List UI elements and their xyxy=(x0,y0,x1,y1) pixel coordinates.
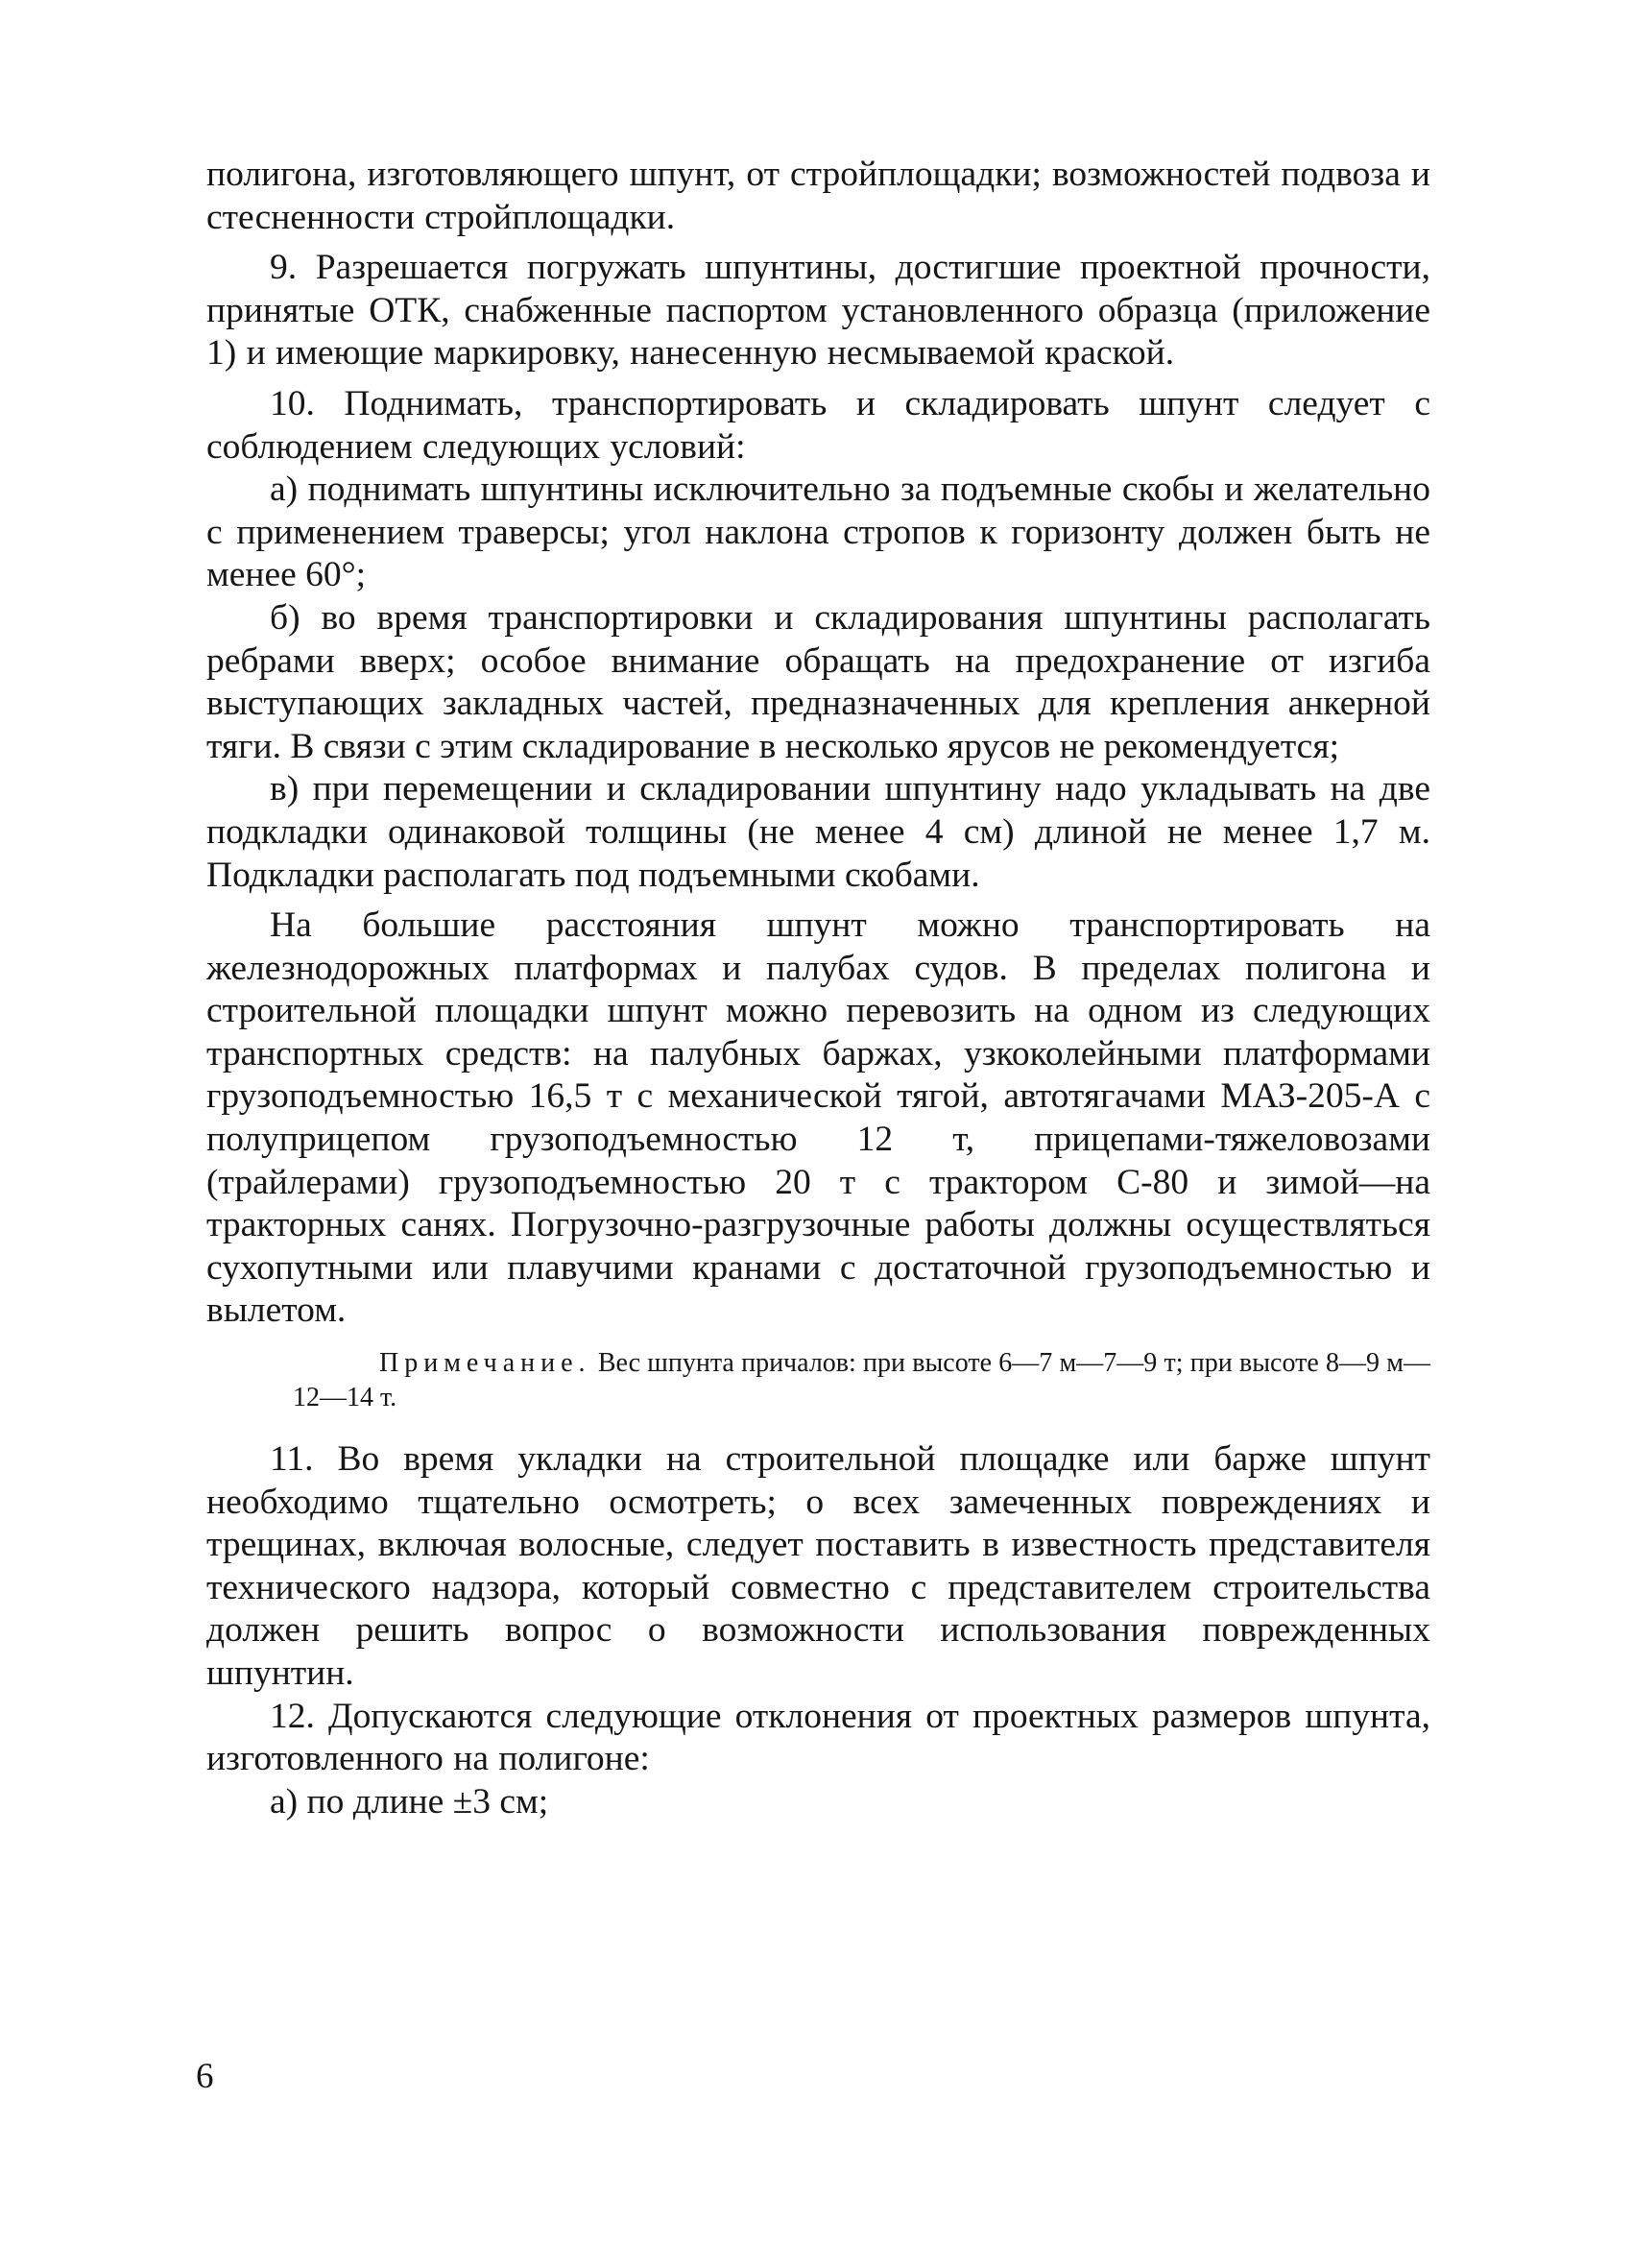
paragraph-12-a: а) по длине ±3 см; xyxy=(270,1781,549,1822)
page-number: 6 xyxy=(196,2057,214,2096)
paragraph-10-transport: На большие расстояния шпунт можно транспортировать на железнодорожных платформах и палубах судов. В пределах полигона и строительной площадки шпунт можно перевозить на одном из следующих транспортных средств: на палубных баржах, узкоколейными платформами грузоподъемностью 16,5 т с механической тягой, автотягачами МАЗ-205-А с полуприцепом грузоподъемностью 12 т, прицепами-тяжеловозами (трайлерами) грузоподъемностью 20 т с трактором С-80 и зимой—на тракторных санях. Погрузочно-разгрузочные работы должны осуществляться сухопутными или плавучими кранами с достаточной грузоподъемностью и вылетом. xyxy=(206,905,1430,1331)
paragraph-11: 11. Во время укладки на строительной площадке или барже шпунт необходимо тщательно осмотреть; о всех замеченных повреждениях и трещинах, включая волосные, следует поставить в известность представителя технического надзора, который совместно с представителем строительства должен решить вопрос о возможности использования поврежденных шпунтин. xyxy=(206,1439,1430,1693)
paragraph-10: 10. Поднимать, транспортировать и складировать шпунт следует с соблюдением следующих условий: xyxy=(206,383,1430,467)
document-page xyxy=(206,154,1430,1823)
paragraph-10-a: а) поднимать шпунтины исключительно за подъемные скобы и желательно с применением траверсы; угол наклона стропов к горизонту должен быть не менее 60°; xyxy=(206,470,1430,595)
note-body xyxy=(206,1346,1430,1415)
note xyxy=(206,1346,1430,1415)
paragraph-10-b: б) во время транспортировки и складирования шпунтины располагать ребрами вверх; особое внимание обращать на предохранение от изгиба выступающих закладных частей, предназначенных для крепления анкерной тяги. В связи с этим складирование в несколько ярусов не рекомендуется; xyxy=(206,597,1430,766)
paragraph-12: 12. Допускаются следующие отклонения от проектных размеров шпунта, изготовленного на полигоне: xyxy=(206,1696,1430,1779)
paragraph-10-c: в) при перемещении и складировании шпунтину надо укладывать на две подкладки одинаковой толщины (не менее 4 см) длиной не менее 1,7 м. Подкладки располагать под подъемными скобами. xyxy=(206,769,1430,895)
paragraph-9: 9. Разрешается погружать шпунтины, достигшие проектной прочности, принятые ОТК, снабженные паспортом установленного образца (приложение 1) и имеющие маркировку, нанесенную несмываемой краской. xyxy=(206,248,1430,374)
note-label: Примечание. xyxy=(379,1348,591,1379)
paragraph-continuation: полигона, изготовляющего шпунт, от стройплощадки; возможностей подвоза и стесненности стройплощадки. xyxy=(206,155,1430,237)
note-text: Вес шпунта причалов: при высоте 6—7 м—7—9 т; при высоте 8—9 м—12—14 т. xyxy=(293,1348,1430,1413)
